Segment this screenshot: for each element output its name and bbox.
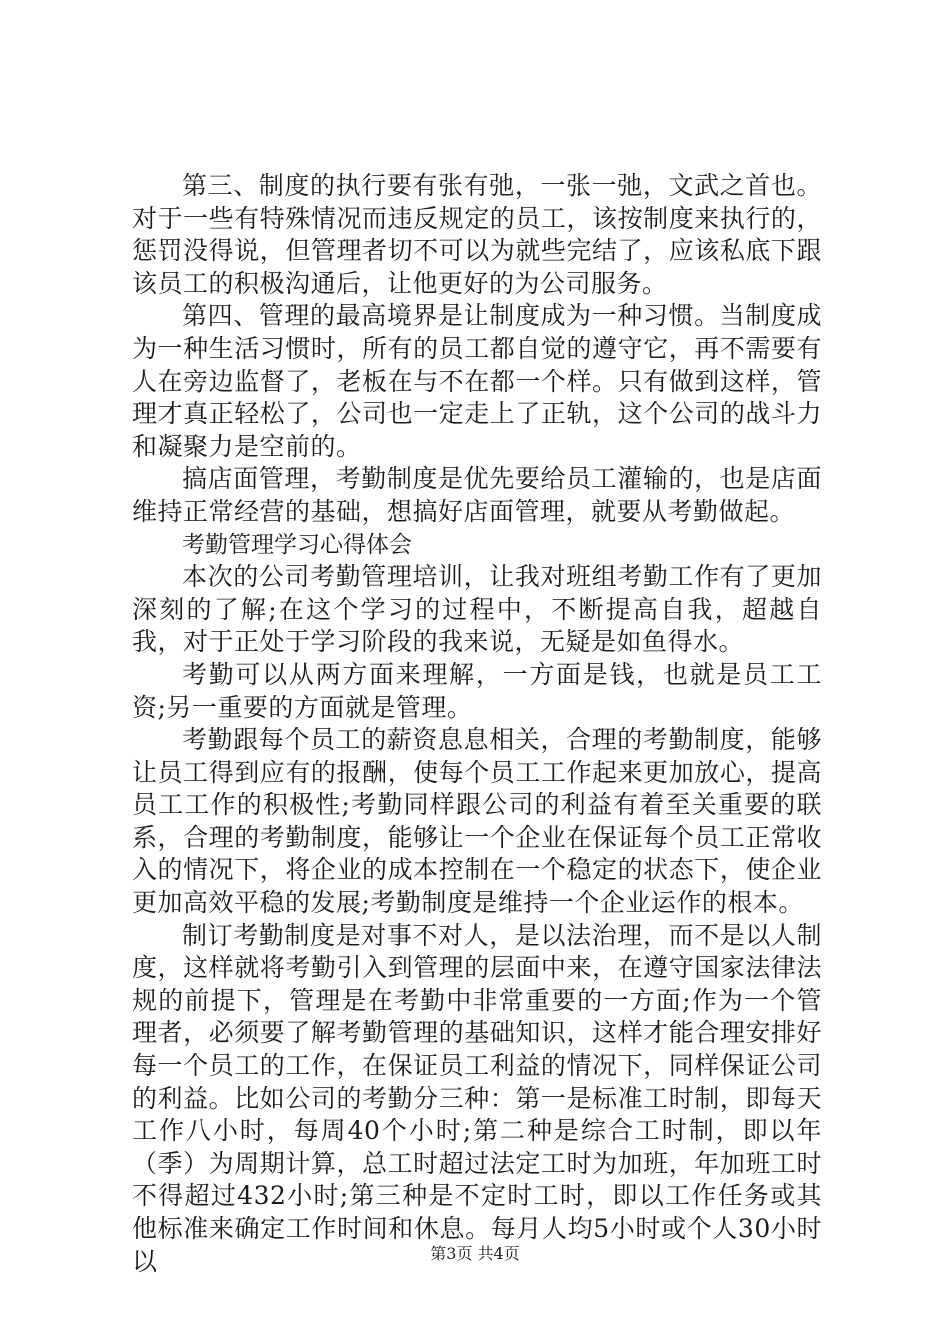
paragraph: 搞店面管理，考勤制度是优先要给员工灌输的，也是店面维持正常经营的基础，想搞好店面管理，就要从考勤做起。 <box>132 464 822 526</box>
paragraph: 制订考勤制度是对事不对人，是以法治理，而不是以人制度，这样就将考勤引入到管理的层面中来，在遵守国家法律法规的前提下，管理是在考勤中非常重要的一方面;作为一个管理者，必须要了解考勤管理的基础知识，这样才能合理安排好每一个员工的工作，在保证员工利益的情况下，同样保证公司的利益。比如公司的考勤分三种：第一是标准工时制，即每天工作八小时，每周40个小时;第二种是综合工时制，即以年（季）为周期计算，总工时超过法定工时为加班，年加班工时不得超过432小时;第三种是不定时工时，即以工作任务或其他标准来确定工作时间和休息。每月人均5小时或个人30小时以 <box>132 920 822 1276</box>
document-body <box>132 170 822 1278</box>
page-footer: 第3页 共4页 <box>430 1244 520 1263</box>
paragraph: 第四、管理的最高境界是让制度成为一种习惯。当制度成为一种生活习惯时，所有的员工都自觉的遵守它，再不需要有人在旁边监督了，老板在与不在都一个样。只有做到这样，管理才真正轻松了，公司也一定走上了正轨，这个公司的战斗力和凝聚力是空前的。 <box>132 301 822 461</box>
paragraph: 本次的公司考勤管理培训，让我对班组考勤工作有了更加深刻的了解;在这个学习的过程中，不断提高自我，超越自我，对于正处于学习阶段的我来说，无疑是如鱼得水。 <box>132 562 822 657</box>
paragraph: 第三、制度的执行要有张有弛，一张一弛，文武之首也。对于一些有特殊情况而违反规定的员工，该按制度来执行的，惩罚没得说，但管理者切不可以为就些完结了，应该私底下跟该员工的积极沟通后，让他更好的为公司服务。 <box>132 171 822 298</box>
paragraph: 考勤可以从两方面来理解，一方面是钱，也就是员工工资;另一重要的方面就是管理。 <box>132 659 822 722</box>
paragraph: 考勤跟每个员工的薪资息息相关，合理的考勤制度，能够让员工得到应有的报酬，使每个员工工作起来更加放心，提高员工工作的积极性;考勤同样跟公司的利益有着至关重要的联系，合理的考勤制度，能够让一个企业在保证每个员工正常收入的情况下，将企业的成本控制在一个稳定的状态下，使企业更加高效平稳的发展;考勤制度是维持一个企业运作的根本。 <box>132 725 822 918</box>
section-heading: 考勤管理学习心得体会 <box>182 531 412 558</box>
